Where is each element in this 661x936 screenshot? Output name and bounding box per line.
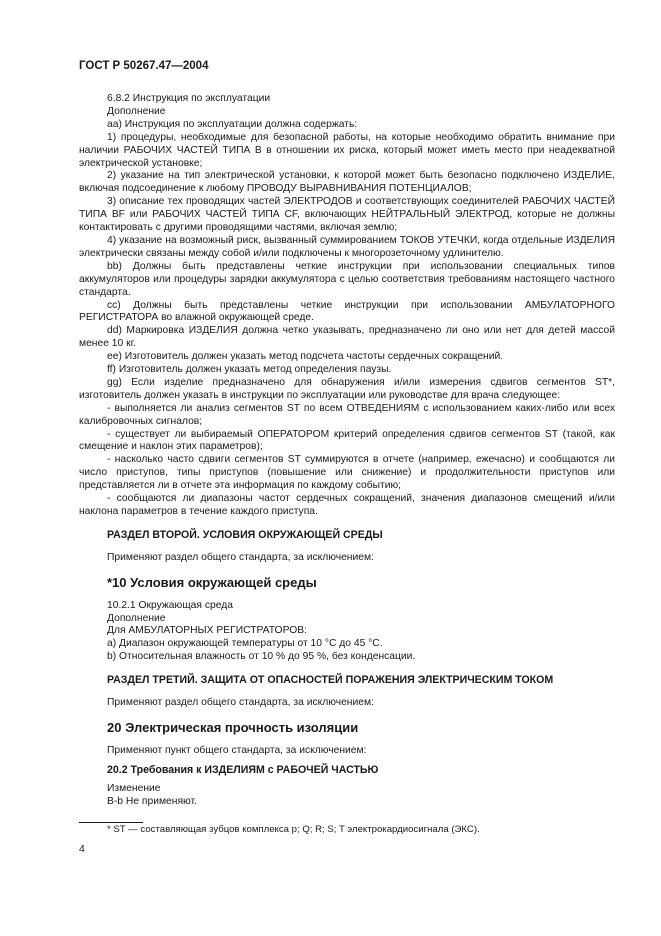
clause-heading: *10 Условия окружающей среды xyxy=(107,574,317,590)
list-item: - сообщаются ли диапазоны частот сердечных сокращений, значения диапазонов смещений и/или наклона параметров в течение каждого приступа. xyxy=(79,493,615,517)
paragraph: ff) Изготовитель должен указать метод определения паузы. xyxy=(107,364,392,376)
document-body xyxy=(79,93,615,809)
document-header: ГОСТ Р 50267.47—2004 xyxy=(79,60,209,72)
paragraph: 2) указание на тип электрической установки, к которой может быть безопасно подключено ИЗДЕЛИЕ, включая подсоединение к любому ПРОВОДУ ВЫРАВНИВАНИЯ ПОТЕНЦИАЛОВ; xyxy=(79,170,615,195)
paragraph: Изменение xyxy=(107,782,161,794)
list-item: - существует ли выбираемый ОПЕРАТОРОМ критерий определения сдвигов сегментов ST (такой, как смещение и наклон этих параметров); xyxy=(79,428,615,453)
section-heading: РАЗДЕЛ ТРЕТИЙ. ЗАЩИТА ОТ ОПАСНОСТЕЙ ПОРАЖЕНИЯ ЭЛЕКТРИЧЕСКИМ ТОКОМ xyxy=(107,674,554,687)
clause-heading: 10.2.1 Окружающая среда xyxy=(107,599,233,611)
paragraph: 1) процедуры, необходимые для безопасной работы, на которые необходимо обратить внимание при наличии РАБОЧИХ ЧАСТЕЙ ТИПА В в отношении их риска, который может иметь место при неадекватной электрической установке; xyxy=(79,131,615,169)
paragraph: Дополнение xyxy=(107,105,166,117)
section-heading: РАЗДЕЛ ВТОРОЙ. УСЛОВИЯ ОКРУЖАЮЩЕЙ СРЕДЫ xyxy=(107,528,383,541)
page-number: 4 xyxy=(79,843,85,855)
clause-heading: 20.2 Требования к ИЗДЕЛИЯМ с РАБОЧЕЙ ЧАСТЬЮ xyxy=(107,763,379,776)
paragraph: dd) Маркировка ИЗДЕЛИЯ должна четко указывать, предназначено ли оно или нет для детей массой менее 10 кг. xyxy=(79,325,615,350)
paragraph: Для АМБУЛАТОРНЫХ РЕГИСТРАТОРОВ: xyxy=(107,625,307,637)
list-item: b) Относительная влажность от 10 % до 95 %, без конденсации. xyxy=(107,651,416,663)
paragraph: 3) описание тех проводящих частей ЭЛЕКТРОДОВ и соответствующих соединителей РАБОЧИХ ЧАСТЕЙ ТИПА BF или РАБОЧИХ ЧАСТЕЙ ТИПА CF, включающих НЕЙТРАЛЬНЫЙ ЭЛЕКТРОД, которые не должны контактировать с другими проводящими частями, включая землю; xyxy=(79,196,615,234)
paragraph: Дополнение xyxy=(107,612,166,624)
paragraph: аа) Инструкция по эксплуатации должна содержать: xyxy=(107,118,358,130)
paragraph: ee) Изготовитель должен указать метод подсчета частоты сердечных сокращений. xyxy=(107,351,504,363)
paragraph: 4) указание на возможный риск, вызванный суммированием ТОКОВ УТЕЧКИ, когда отдельные ИЗДЕЛИЯ электрически связаны между собой и/или подключены к многорозеточному удлинителю. xyxy=(79,234,615,259)
list-item: а) Диапазон окружающей температуры от 10 °С до 45 °С. xyxy=(107,638,383,650)
paragraph: gg) Если изделие предназначено для обнаружения и/или измерения сдвигов сегментов ST*, изготовитель должен указать в инструкции по эксплуатации или руководстве для врача следующее: xyxy=(79,376,615,401)
paragraph: cc) Должны быть представлены четкие инструкции при использовании АМБУЛАТОРНОГО РЕГИСТРАТОРА во влажной окружающей среде. xyxy=(79,299,615,324)
paragraph: B-b Не применяют. xyxy=(107,795,197,807)
paragraph: Применяют пункт общего стандарта, за исключением: xyxy=(107,744,367,756)
paragraph: bb) Должны быть представлены четкие инструкции при использовании специальных типов аккумуляторов или процедуры зарядки аккумулятора с целью соответствия требованиям настоящего частного стандарта. xyxy=(79,260,615,298)
footnote: * ST — составляющая зубцов комплекса p; Q; R; S; T электрокардиосигнала (ЭКС). xyxy=(107,824,480,835)
clause-heading: 20 Электрическая прочность изоляции xyxy=(107,719,359,735)
paragraph: Применяют раздел общего стандарта, за исключением: xyxy=(107,551,374,563)
paragraph: Применяют раздел общего стандарта, за исключением: xyxy=(107,697,374,709)
list-item: - насколько часто сдвиги сегментов ST суммируются в отчете (например, ежечасно) и сообщаются ли число приступов, типы приступов (повышение или снижение) и продолжительности приступов или представляется ли в отчете эта информация по каждому событию; xyxy=(79,454,615,492)
footnote-divider xyxy=(79,822,143,823)
list-item: - выполняется ли анализ сегментов ST по всем ОТВЕДЕНИЯМ с использованием каких-либо или всех калибровочных сигналов; xyxy=(79,402,615,427)
clause-heading: 6.8.2 Инструкция по эксплуатации xyxy=(107,93,271,104)
